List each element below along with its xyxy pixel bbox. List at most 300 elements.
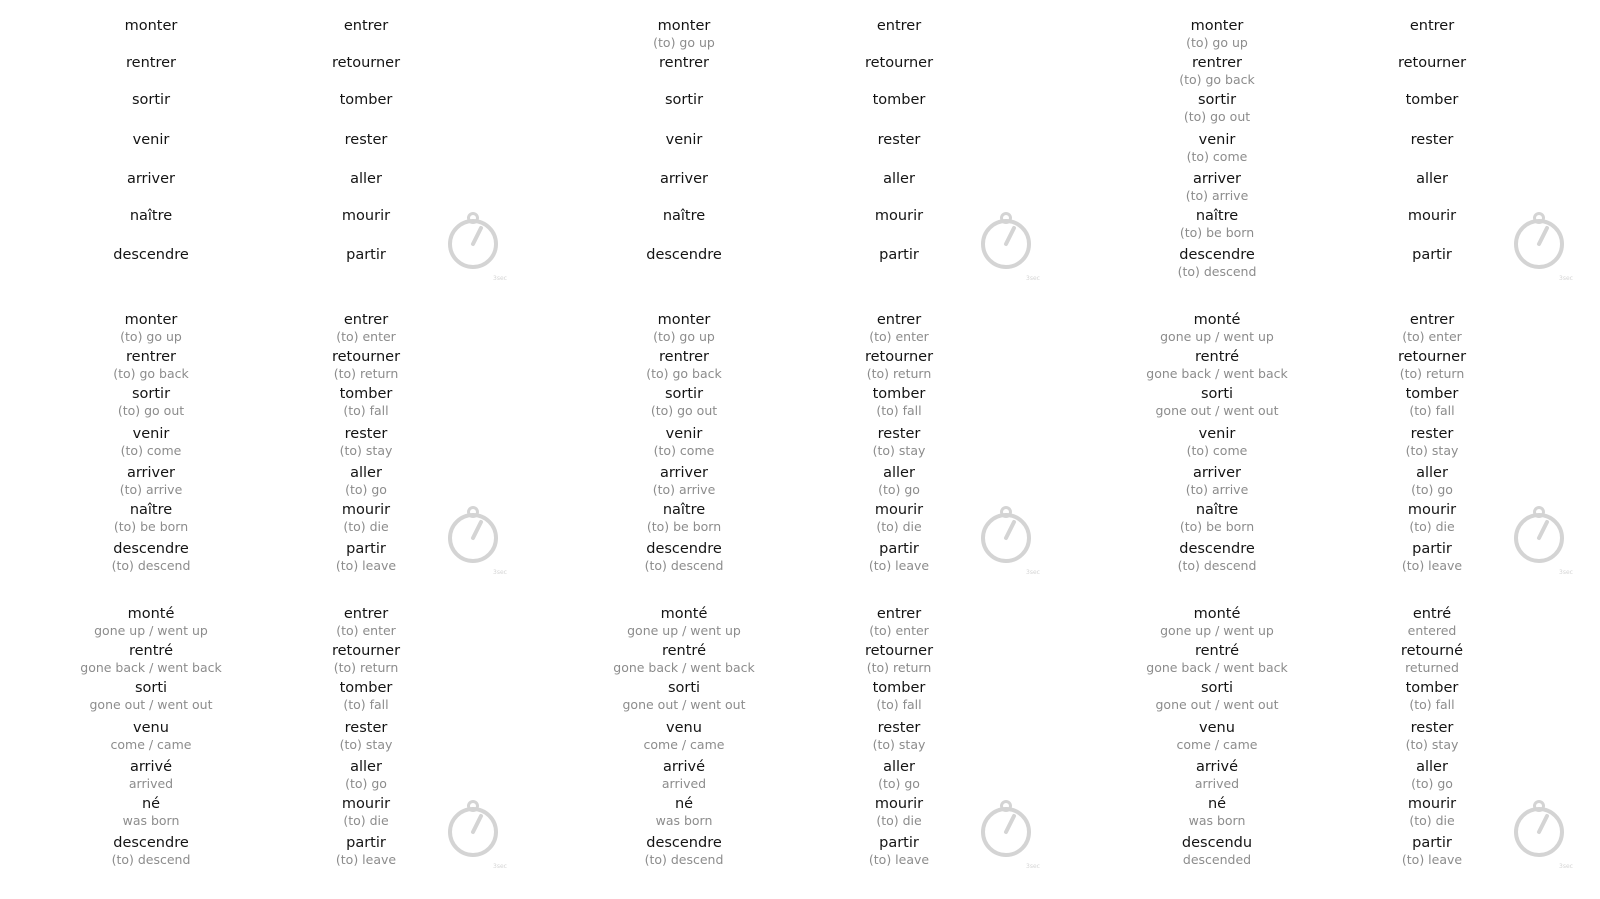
verb-entry [1127, 208, 1307, 240]
verb-entry [594, 759, 774, 791]
verb-text: sortir [664, 92, 704, 108]
verb-text: entrer [876, 606, 922, 622]
verb-entry [61, 465, 241, 497]
translation-text: (to) return [333, 366, 399, 381]
verb-text: entrer [876, 312, 922, 328]
translation-text: (to) arrive [119, 482, 183, 497]
verb-text: venir [665, 132, 703, 148]
verb-entry [276, 349, 456, 381]
translation-text: (to) go back [113, 366, 189, 381]
verb-entry [61, 680, 241, 712]
verb-entry [61, 349, 241, 381]
verb-text: rester [344, 132, 388, 148]
verb-entry [276, 386, 456, 418]
verb-text: partir [879, 835, 919, 851]
verb-text: venir [665, 426, 703, 442]
translation-text: was born [122, 813, 180, 828]
translation-text: (to) fall [1409, 697, 1455, 712]
verb-entry [61, 759, 241, 791]
verb-entry [1342, 426, 1522, 458]
verb-entry [809, 606, 989, 638]
translation-text: (to) fall [876, 697, 922, 712]
svg-text:3sec: 3sec [493, 863, 507, 870]
translation-text: come / came [110, 737, 192, 752]
verb-text: retourner [864, 349, 934, 365]
verb-text: mourir [874, 796, 924, 812]
verb-text: entrer [343, 312, 389, 328]
verb-entry [1127, 796, 1307, 828]
verb-text: rentré [128, 643, 173, 659]
verb-text: tomber [872, 386, 926, 402]
verb-text: partir [346, 247, 386, 263]
verb-entry [809, 55, 989, 72]
translation-text: (to) descend [644, 558, 724, 573]
verb-text: partir [346, 835, 386, 851]
verb-entry [594, 349, 774, 381]
translation-text: (to) go out [650, 403, 718, 418]
verb-entry [1342, 386, 1522, 418]
translation-text: arrived [128, 776, 174, 791]
translation-text: gone out / went out [622, 697, 746, 712]
verb-text: rester [1410, 426, 1454, 442]
verb-entry [1127, 312, 1307, 344]
verb-text: partir [879, 247, 919, 263]
svg-text:3sec: 3sec [493, 569, 507, 576]
translation-text: (to) stay [872, 737, 926, 752]
verb-entry [61, 796, 241, 828]
verb-text: retourné [1400, 643, 1464, 659]
translation-text: (to) die [343, 813, 389, 828]
translation-text: (to) enter [336, 329, 396, 344]
translation-text: gone up / went up [627, 623, 741, 638]
flashcard-panel [1066, 294, 1599, 593]
verb-entry [1342, 18, 1522, 35]
translation-text: (to) leave [335, 852, 397, 867]
translation-text: gone up / went up [1160, 623, 1274, 638]
verb-entry [61, 720, 241, 752]
verb-entry [1127, 465, 1307, 497]
translation-text: (to) stay [339, 443, 393, 458]
verb-entry [276, 606, 456, 638]
verb-entry [61, 247, 241, 264]
translation-text: (to) stay [339, 737, 393, 752]
verb-entry [1127, 643, 1307, 675]
flashcard-panel [1066, 588, 1599, 887]
verb-text: entrer [876, 18, 922, 34]
verb-entry [61, 18, 241, 35]
verb-entry [276, 643, 456, 675]
translation-text: (to) descend [111, 852, 191, 867]
verb-entry [809, 132, 989, 149]
verb-entry [1127, 349, 1307, 381]
verb-entry [276, 132, 456, 149]
verb-text: aller [883, 759, 915, 775]
verb-entry [1342, 208, 1522, 225]
verb-entry [1127, 835, 1307, 867]
verb-text: monté [127, 606, 175, 622]
verb-entry [1342, 606, 1522, 638]
translation-text: (to) fall [876, 403, 922, 418]
translation-text: gone up / went up [94, 623, 208, 638]
stopwatch-icon [442, 206, 507, 282]
verb-entry [276, 759, 456, 791]
stopwatch-icon [1508, 206, 1573, 282]
translation-text: (to) stay [1405, 443, 1459, 458]
translation-text: (to) descend [1177, 264, 1257, 279]
verb-text: aller [1416, 465, 1448, 481]
translation-text: gone out / went out [1155, 403, 1279, 418]
verb-text: venir [132, 426, 170, 442]
translation-text: (to) go up [1186, 35, 1248, 50]
verb-text: aller [1416, 171, 1448, 187]
verb-entry [61, 643, 241, 675]
verb-entry [1342, 680, 1522, 712]
translation-text: arrived [661, 776, 707, 791]
verb-text: venir [132, 132, 170, 148]
translation-text: (to) go up [120, 329, 182, 344]
translation-text: (to) go back [1179, 72, 1255, 87]
verb-entry [276, 18, 456, 35]
translation-text: (to) die [1409, 813, 1455, 828]
verb-entry [61, 386, 241, 418]
verb-text: rentrer [659, 349, 709, 365]
verb-text: arrivé [662, 759, 706, 775]
verb-entry [1342, 171, 1522, 188]
translation-text: (to) stay [1405, 737, 1459, 752]
verb-text: aller [350, 465, 382, 481]
verb-text: monter [657, 18, 711, 34]
verb-text: aller [350, 171, 382, 187]
verb-text: monté [1193, 312, 1241, 328]
verb-text: sortir [131, 386, 171, 402]
verb-entry [809, 208, 989, 225]
verb-entry [1342, 132, 1522, 149]
verb-text: venu [1199, 720, 1235, 736]
verb-entry [61, 312, 241, 344]
verb-entry [1342, 349, 1522, 381]
translation-text: entered [1407, 623, 1457, 638]
verb-text: sorti [134, 680, 168, 696]
verb-text: mourir [341, 502, 391, 518]
verb-entry [594, 643, 774, 675]
verb-entry [594, 606, 774, 638]
verb-entry [594, 92, 774, 109]
verb-text: naître [129, 502, 173, 518]
verb-text: venu [666, 720, 702, 736]
verb-text: entrer [1409, 312, 1455, 328]
translation-text: (to) be born [1179, 519, 1255, 534]
flashcard-panel [533, 0, 1066, 299]
verb-text: arriver [1192, 171, 1242, 187]
verb-entry [276, 720, 456, 752]
verb-text: rester [1410, 720, 1454, 736]
verb-text: né [1207, 796, 1227, 812]
stopwatch-icon [975, 206, 1040, 282]
verb-entry [809, 92, 989, 109]
translation-text: (to) return [866, 366, 932, 381]
verb-entry [1342, 643, 1522, 675]
verb-entry [61, 208, 241, 225]
verb-entry [61, 541, 241, 573]
verb-entry [1127, 55, 1307, 87]
verb-entry [809, 465, 989, 497]
flashcard-panel [0, 588, 533, 887]
verb-text: naître [1195, 502, 1239, 518]
translation-text: gone back / went back [613, 660, 755, 675]
stopwatch-icon [442, 794, 507, 870]
verb-entry [1342, 541, 1522, 573]
verb-text: retourner [864, 643, 934, 659]
verb-text: retourner [864, 55, 934, 71]
verb-entry [1127, 502, 1307, 534]
translation-text: (to) descend [644, 852, 724, 867]
translation-text: (to) leave [335, 558, 397, 573]
verb-entry [61, 55, 241, 72]
verb-text: tomber [872, 680, 926, 696]
verb-entry [809, 426, 989, 458]
verb-text: sorti [667, 680, 701, 696]
verb-text: tomber [339, 92, 393, 108]
verb-text: mourir [341, 796, 391, 812]
verb-entry [276, 247, 456, 264]
translation-text: gone back / went back [80, 660, 222, 675]
translation-text: (to) enter [1402, 329, 1462, 344]
verb-entry [61, 171, 241, 188]
verb-text: aller [350, 759, 382, 775]
verb-text: aller [1416, 759, 1448, 775]
verb-entry [1127, 720, 1307, 752]
verb-text: entrer [343, 606, 389, 622]
verb-entry [1342, 247, 1522, 264]
verb-entry [594, 680, 774, 712]
verb-text: partir [1412, 541, 1452, 557]
verb-entry [276, 171, 456, 188]
verb-text: monté [660, 606, 708, 622]
verb-entry [1127, 92, 1307, 124]
translation-text: (to) be born [113, 519, 189, 534]
verb-text: rentrer [659, 55, 709, 71]
svg-text:3sec: 3sec [1559, 275, 1573, 282]
verb-text: entrer [343, 18, 389, 34]
translation-text: gone out / went out [1155, 697, 1279, 712]
verb-entry [61, 92, 241, 109]
verb-text: naître [1195, 208, 1239, 224]
translation-text: (to) leave [1401, 852, 1463, 867]
verb-text: venu [133, 720, 169, 736]
verb-text: partir [879, 541, 919, 557]
verb-entry [594, 465, 774, 497]
verb-text: tomber [339, 680, 393, 696]
translation-text: gone out / went out [89, 697, 213, 712]
verb-entry [276, 465, 456, 497]
verb-text: descendre [646, 835, 722, 851]
translation-text: (to) arrive [652, 482, 716, 497]
verb-text: descendre [646, 541, 722, 557]
verb-entry [1127, 426, 1307, 458]
verb-text: descendre [1179, 247, 1255, 263]
verb-text: sortir [1197, 92, 1237, 108]
translation-text: (to) return [866, 660, 932, 675]
verb-entry [594, 426, 774, 458]
verb-entry [809, 312, 989, 344]
translation-text: arrived [1194, 776, 1240, 791]
verb-text: partir [1412, 247, 1452, 263]
verb-text: rester [877, 132, 921, 148]
verb-text: retourner [1397, 349, 1467, 365]
verb-text: sorti [1200, 386, 1234, 402]
flashcard-panel [0, 294, 533, 593]
verb-text: arriver [126, 465, 176, 481]
verb-entry [276, 835, 456, 867]
verb-entry [594, 386, 774, 418]
verb-entry [1342, 835, 1522, 867]
translation-text: (to) go back [646, 366, 722, 381]
translation-text: descended [1182, 852, 1252, 867]
verb-entry [1127, 247, 1307, 279]
translation-text: (to) enter [869, 329, 929, 344]
verb-text: monter [1190, 18, 1244, 34]
verb-entry [1342, 796, 1522, 828]
verb-text: descendre [113, 247, 189, 263]
stopwatch-icon [1508, 500, 1573, 576]
verb-entry [809, 386, 989, 418]
translation-text: (to) stay [872, 443, 926, 458]
stopwatch-icon [442, 500, 507, 576]
verb-text: mourir [1407, 796, 1457, 812]
translation-text: (to) return [333, 660, 399, 675]
verb-text: naître [662, 502, 706, 518]
verb-entry [1342, 759, 1522, 791]
flashcard-panel [533, 588, 1066, 887]
translation-text: (to) go [878, 482, 920, 497]
svg-text:3sec: 3sec [1026, 863, 1040, 870]
verb-entry [1127, 759, 1307, 791]
verb-entry [276, 208, 456, 225]
verb-text: tomber [1405, 680, 1459, 696]
verb-text: arriver [659, 465, 709, 481]
verb-text: naître [129, 208, 173, 224]
verb-text: mourir [1407, 502, 1457, 518]
svg-text:3sec: 3sec [1026, 275, 1040, 282]
verb-text: descendu [1181, 835, 1253, 851]
translation-text: gone back / went back [1146, 660, 1288, 675]
verb-text: rentré [1194, 643, 1239, 659]
verb-text: aller [883, 465, 915, 481]
translation-text: (to) descend [1177, 558, 1257, 573]
verb-text: tomber [1405, 92, 1459, 108]
translation-text: (to) go out [117, 403, 185, 418]
translation-text: (to) be born [646, 519, 722, 534]
verb-entry [1342, 312, 1522, 344]
verb-entry [594, 835, 774, 867]
svg-text:3sec: 3sec [1026, 569, 1040, 576]
verb-text: tomber [872, 92, 926, 108]
verb-entry [594, 247, 774, 264]
verb-text: arrivé [129, 759, 173, 775]
flashcard-panel [1066, 0, 1599, 299]
verb-entry [1127, 171, 1307, 203]
verb-entry [276, 92, 456, 109]
verb-text: tomber [1405, 386, 1459, 402]
verb-entry [594, 171, 774, 188]
translation-text: (to) arrive [1185, 482, 1249, 497]
stopwatch-icon [975, 500, 1040, 576]
translation-text: (to) die [1409, 519, 1455, 534]
verb-entry [809, 720, 989, 752]
verb-entry [809, 247, 989, 264]
translation-text: gone back / went back [1146, 366, 1288, 381]
verb-entry [1127, 606, 1307, 638]
verb-text: venir [1198, 426, 1236, 442]
verb-entry [1342, 502, 1522, 534]
verb-entry [61, 835, 241, 867]
stopwatch-icon [975, 794, 1040, 870]
verb-entry [61, 132, 241, 149]
translation-text: (to) enter [869, 623, 929, 638]
translation-text: (to) come [120, 443, 182, 458]
verb-text: rester [877, 426, 921, 442]
verb-text: descendre [646, 247, 722, 263]
verb-text: retourner [331, 55, 401, 71]
verb-entry [809, 796, 989, 828]
verb-entry [809, 835, 989, 867]
verb-entry [594, 18, 774, 50]
flashcard-panel [0, 0, 533, 299]
translation-text: (to) fall [343, 403, 389, 418]
verb-text: monter [124, 312, 178, 328]
verb-entry [594, 502, 774, 534]
translation-text: (to) die [343, 519, 389, 534]
verb-text: mourir [874, 502, 924, 518]
verb-entry [594, 796, 774, 828]
flashcard-panel [533, 294, 1066, 593]
verb-entry [1342, 465, 1522, 497]
translation-text: (to) go [345, 776, 387, 791]
verb-entry [809, 18, 989, 35]
verb-text: retourner [331, 349, 401, 365]
verb-entry [809, 759, 989, 791]
verb-entry [61, 502, 241, 534]
verb-text: rester [344, 720, 388, 736]
translation-text: (to) leave [868, 852, 930, 867]
verb-entry [594, 541, 774, 573]
verb-entry [809, 680, 989, 712]
verb-text: sortir [131, 92, 171, 108]
verb-entry [594, 208, 774, 225]
verb-entry [1127, 680, 1307, 712]
verb-entry [61, 426, 241, 458]
verb-text: rentré [661, 643, 706, 659]
translation-text: was born [655, 813, 713, 828]
verb-text: rentrer [126, 349, 176, 365]
verb-entry [809, 502, 989, 534]
translation-text: (to) go up [653, 329, 715, 344]
verb-entry [1342, 92, 1522, 109]
translation-text: (to) go [1411, 776, 1453, 791]
verb-text: arriver [126, 171, 176, 187]
translation-text: (to) come [1186, 443, 1248, 458]
svg-text:3sec: 3sec [493, 275, 507, 282]
translation-text: (to) fall [343, 697, 389, 712]
translation-text: (to) leave [1401, 558, 1463, 573]
translation-text: (to) come [1186, 149, 1248, 164]
verb-entry [276, 312, 456, 344]
verb-text: monté [1193, 606, 1241, 622]
verb-entry [809, 349, 989, 381]
verb-entry [1127, 386, 1307, 418]
verb-text: mourir [341, 208, 391, 224]
translation-text: come / came [1176, 737, 1258, 752]
